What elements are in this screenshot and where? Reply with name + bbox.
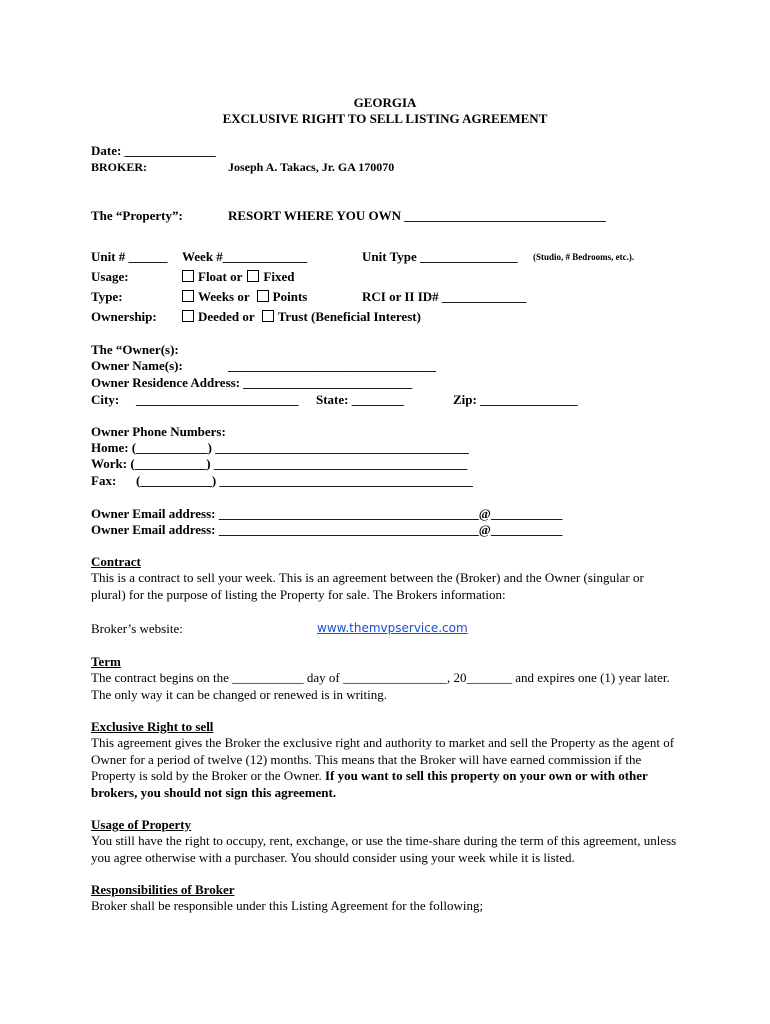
owner-heading: The “Owner(s): — [91, 342, 179, 357]
work-phone-field[interactable]: Work: (___________) _______________________________________ — [91, 456, 468, 471]
week-number-field[interactable]: Week #_____________ — [182, 249, 308, 264]
document-title: EXCLUSIVE RIGHT TO SELL LISTING AGREEMENT — [222, 111, 548, 126]
trust-checkbox[interactable] — [262, 310, 274, 322]
points-checkbox[interactable] — [257, 290, 269, 302]
weeks-label: Weeks or — [198, 289, 250, 304]
fixed-label: Fixed — [263, 269, 295, 284]
broker-value: Joseph A. Takacs, Jr. GA 170070 — [228, 160, 395, 174]
contract-text: This is a contract to sell your week. This is an agreement between the (Broker) and the Owner (singular or plural) for the purpose of listing the Property for sale. The Brokers information: — [91, 570, 644, 602]
fax-field[interactable]: (___________) _______________________________________ — [136, 473, 473, 488]
fax-label: Fax: — [91, 473, 117, 488]
state-heading: GEORGIA — [353, 95, 417, 110]
date-field[interactable]: Date: ______________ — [91, 143, 216, 158]
usage-options — [182, 269, 294, 285]
responsibilities-text: Broker shall be responsible under this Listing Agreement for the following; — [91, 898, 484, 913]
website-link[interactable]: www.themvpservice.com — [317, 621, 468, 635]
usage-heading: Usage of Property — [91, 817, 192, 832]
deeded-checkbox[interactable] — [182, 310, 194, 322]
exclusive-text — [91, 735, 681, 801]
float-checkbox[interactable] — [182, 270, 194, 282]
float-label: Float or — [198, 269, 243, 284]
exclusive-heading: Exclusive Right to sell — [91, 719, 214, 734]
ownership-label: Ownership: — [91, 309, 157, 324]
usage-label: Usage: — [91, 269, 129, 284]
usage-text: You still have the right to occupy, rent, exchange, or use the time-share during the term of this agreement, unless you agree otherwise with a purchaser. You should consider using your week while it is listed. — [91, 833, 677, 865]
type-label: Type: — [91, 289, 123, 304]
website-label: Broker’s website: — [91, 621, 183, 636]
broker-label: BROKER: — [91, 160, 148, 174]
owner-address-field[interactable]: Owner Residence Address: __________________________ — [91, 375, 413, 390]
term-heading: Term — [91, 654, 121, 669]
unit-number-field[interactable]: Unit # ______ — [91, 249, 168, 264]
state-field[interactable]: State: ________ — [316, 392, 404, 407]
owner-names-field[interactable]: ________________________________ — [228, 358, 436, 373]
property-label: The “Property”: — [91, 208, 183, 223]
deeded-label: Deeded or — [198, 309, 255, 324]
unit-type-field[interactable]: Unit Type _______________ — [362, 249, 518, 264]
exclusive-body: This agreement gives the Broker the exclusive right and authority to market and sell the Property as the agent of Owner for a period of twelve (12) months. This means that the Broker will have earned commission if the Property is sold by the Broker or the Owner. — [91, 735, 675, 783]
home-phone-field[interactable]: Home: (___________) _______________________________________ — [91, 440, 469, 455]
city-label: City: — [91, 392, 120, 407]
points-label: Points — [272, 289, 308, 304]
property-field[interactable]: RESORT WHERE YOU OWN _______________________________ — [228, 208, 606, 223]
responsibilities-heading: Responsibilities of Broker — [91, 882, 235, 897]
zip-field[interactable]: Zip: _______________ — [453, 392, 578, 407]
email-field-2[interactable]: Owner Email address: ________________________________________@___________ — [91, 522, 563, 537]
exclusive-warning: If you want to sell this property on your own or with other brokers, you should not sign this agreement. — [91, 768, 648, 800]
weeks-checkbox[interactable] — [182, 290, 194, 302]
phones-heading: Owner Phone Numbers: — [91, 424, 226, 439]
trust-label: Trust (Beneficial Interest) — [277, 309, 421, 324]
type-options — [182, 289, 307, 305]
rci-id-field[interactable]: RCI or II ID# _____________ — [362, 289, 527, 304]
contract-heading: Contract — [91, 554, 141, 569]
ownership-options — [182, 309, 421, 325]
email-field-1[interactable]: Owner Email address: ________________________________________@___________ — [91, 506, 563, 521]
fixed-checkbox[interactable] — [247, 270, 259, 282]
unit-type-hint: (Studio, # Bedrooms, etc.). — [533, 252, 635, 262]
city-field[interactable]: _________________________ — [136, 392, 299, 407]
owner-names-label: Owner Name(s): — [91, 358, 183, 373]
term-text: The contract begins on the ___________ day of ________________, 20_______ and expires one (1) year later. The only way it can be changed or renewed is in writing. — [91, 670, 670, 702]
